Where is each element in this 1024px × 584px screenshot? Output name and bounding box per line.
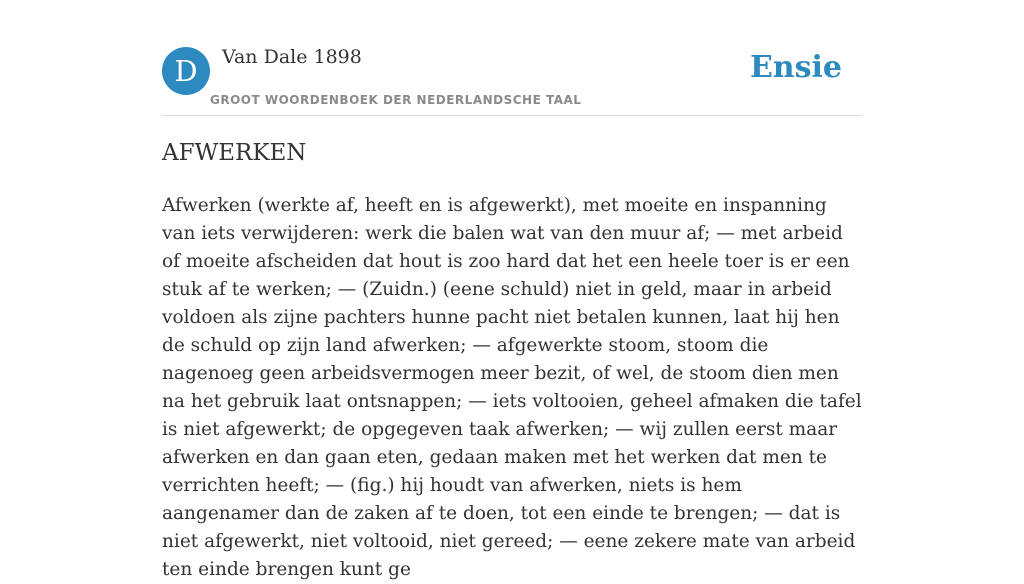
source-header bbox=[162, 0, 862, 116]
source-avatar[interactable]: D bbox=[162, 47, 210, 95]
headword: AFWERKEN bbox=[162, 140, 307, 166]
source-subtitle: GROOT WOORDENBOEK DER NEDERLANDSCHE TAAL bbox=[210, 93, 582, 107]
ensie-logo[interactable]: Ensie bbox=[749, 50, 842, 85]
source-title[interactable]: Van Dale 1898 bbox=[222, 46, 362, 68]
definition-text: Afwerken (werkte af, heeft en is afgewerkt), met moeite en inspanning van iets verwijderen: werk die balen wat van den muur af; — met arbeid of moeite afscheiden dat hout is zoo hard dat het een heele toer is er een stuk af te werken; — (Zuidn.) (eene schuld) niet in geld, maar in arbeid voldoen als zijne pachters hunne pacht niet betalen kunnen, laat hij hen de schuld op zijn land afwerken; — afgewerkte stoom, stoom die nagenoeg geen arbeidsvermogen meer bezit, of wel, de stoom dien men na het gebruik laat ontsnappen; — iets voltooien, geheel afmaken die tafel is niet afgewerkt; de opgegeven taak afwerken; — wij zullen eerst maar afwerken en dan gaan eten, gedaan maken met het werken dat men te verrichten heeft; — (fig.) hij houdt van afwerken, niets is hem aangenamer dan de zaken af te doen, tot een einde te brengen; — dat is niet afgewerkt, niet voltooid, niet gereed; — eene zekere mate van arbeid ten einde brengen kunt ge bbox=[162, 195, 862, 580]
